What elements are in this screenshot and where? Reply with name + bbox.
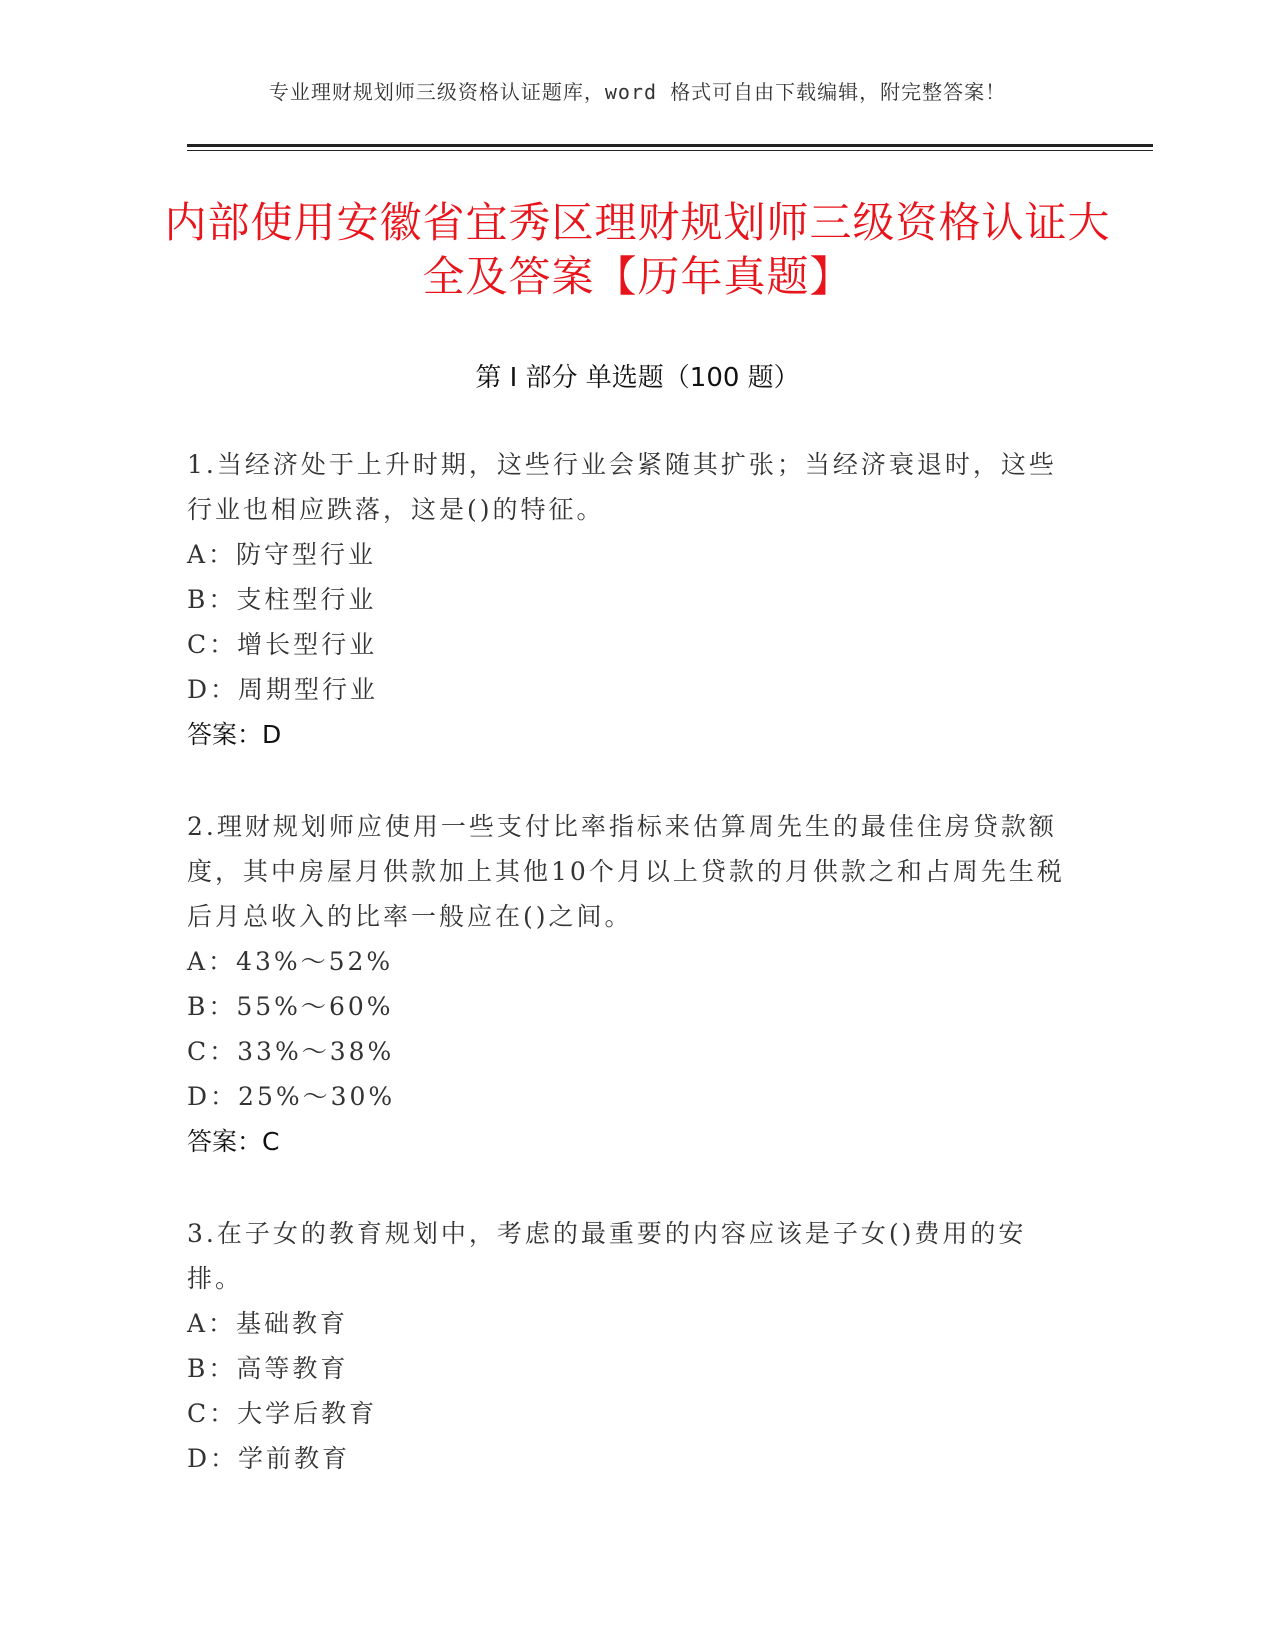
- question-1: [187, 442, 1077, 758]
- option-b: B：支柱型行业: [187, 585, 377, 614]
- answer-line: 答案：C: [187, 1127, 280, 1156]
- option-c: C：33%～38%: [187, 1037, 395, 1066]
- option-d: D：25%～30%: [187, 1082, 396, 1111]
- question-stem: 2.理财规划师应使用一些支付比率指标来估算周先生的最佳住房贷款额度，其中房屋月供款加上其他10个月以上贷款的月供款之和占周先生税后月总收入的比率一般应在()之间。: [187, 812, 1065, 931]
- answer-line: 答案：D: [187, 720, 282, 749]
- header-note: 专业理财规划师三级资格认证题库，word 格式可自由下载编辑，附完整答案！: [268, 80, 1007, 104]
- question-stem: 3.在子女的教育规划中，考虑的最重要的内容应该是子女()费用的安排。: [187, 1219, 1027, 1293]
- option-a: A：基础教育: [187, 1309, 349, 1338]
- document-title: 内部使用安徽省宜秀区理财规划师三级资格认证大全及答案【历年真题】: [164, 198, 1111, 301]
- option-b: B：高等教育: [187, 1354, 349, 1383]
- option-b: B：55%～60%: [187, 992, 394, 1021]
- header-divider-thin: [187, 150, 1153, 151]
- option-d: D：周期型行业: [187, 675, 379, 704]
- option-a: A：43%～52%: [187, 947, 394, 976]
- header-divider-thick: [187, 144, 1153, 147]
- question-3: [187, 1211, 1077, 1481]
- section-heading: 第 I 部分 单选题（100 题）: [475, 363, 800, 393]
- option-d: D：学前教育: [187, 1444, 351, 1473]
- question-2: [187, 804, 1077, 1165]
- question-stem: 1.当经济处于上升时期，这些行业会紧随其扩张；当经济衰退时，这些行业也相应跌落，这是()的特征。: [187, 450, 1057, 524]
- question-list: [187, 442, 1077, 1527]
- option-c: C：大学后教育: [187, 1399, 378, 1428]
- option-a: A：防守型行业: [187, 540, 377, 569]
- option-c: C：增长型行业: [187, 630, 378, 659]
